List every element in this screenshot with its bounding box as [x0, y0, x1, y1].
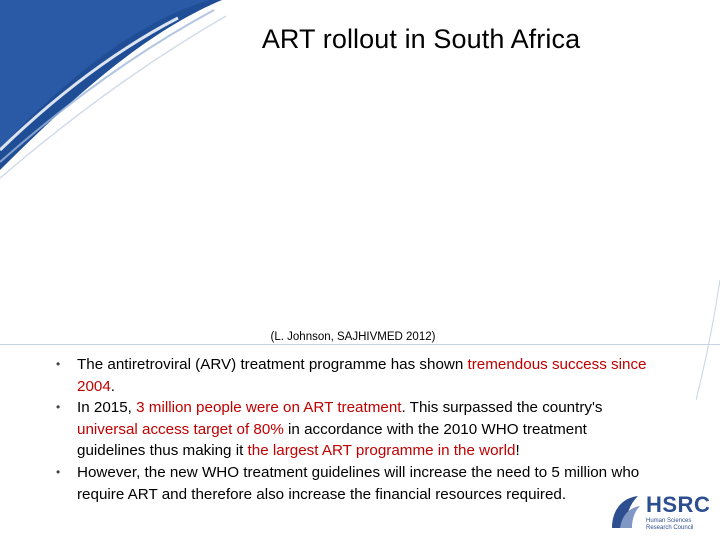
highlighted-text: the largest ART programme in the world: [247, 442, 516, 460]
bullet-text-run: In 2015,: [77, 399, 137, 417]
hsrc-logo: [606, 488, 716, 538]
bullet-dot-icon: •: [56, 464, 61, 479]
bullet-text-run: However, the new WHO treatment guidelines will increase the need to 5 million who require ART and therefore also increase the financial resources required.: [77, 463, 640, 503]
bullet-item: [56, 397, 656, 462]
citation: (L. Johnson, SAJHIVMED 2012): [270, 331, 436, 343]
bullet-text-run: in accordance with the 2010 WHO treatment guidelines thus making it: [77, 420, 587, 460]
bullet-text: [77, 356, 647, 395]
bullet-list: [56, 354, 656, 505]
divider: [0, 344, 720, 345]
highlighted-text: universal access target of 80%: [77, 420, 284, 438]
highlighted-text: 3 million people were on ART treatment: [136, 399, 402, 417]
bullet-text-run: .: [110, 377, 116, 395]
bullet-dot-icon: •: [56, 357, 61, 371]
bullet-text-run: !: [515, 442, 520, 460]
bullet-text: [77, 464, 639, 503]
logo-subtitle: Human Sciences Research Council: [646, 518, 694, 531]
right-edge-divider: [696, 280, 720, 400]
logo-wordmark: HSRC: [646, 492, 711, 517]
bullet-dot-icon: •: [56, 400, 61, 415]
bullet-item: [56, 354, 656, 397]
bullet-text-run: . This surpassed the country's: [401, 399, 603, 417]
bullet-item: [56, 462, 656, 505]
hsrc-emblem-icon: [608, 492, 644, 532]
page-title: ART rollout in South Africa: [261, 24, 581, 54]
bullet-text: [77, 399, 603, 459]
highlighted-text: tremendous success since 2004: [77, 356, 647, 395]
bullet-text-run: The antiretroviral (ARV) treatment programme has shown: [77, 356, 468, 373]
